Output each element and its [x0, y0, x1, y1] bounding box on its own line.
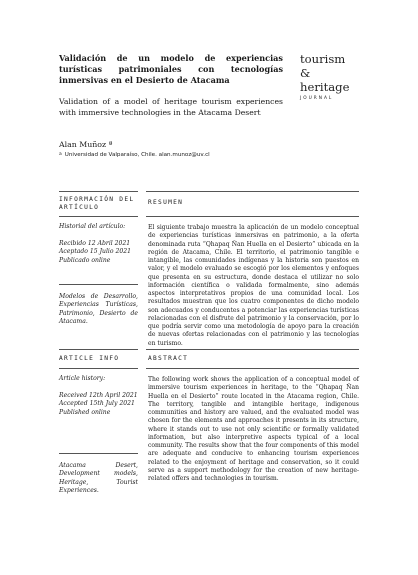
history-label-es: Historial del artículo:: [59, 223, 126, 230]
author-affiliation: [59, 151, 344, 159]
keywords-en-text: Atacama Desert, Development models, Heritage, Tourist Experiences.: [59, 462, 138, 494]
keywords-en: [59, 462, 138, 495]
published-es: Publicado online: [59, 256, 111, 264]
accepted-en: Accepted 15th July 2021: [59, 400, 135, 408]
abstract-heading-es: RESUMEN: [148, 199, 184, 206]
rule-keywords-es: [59, 284, 138, 285]
rule-info-en-mid: [59, 368, 138, 369]
rule-info-es-top: [59, 191, 138, 192]
rule-abstract-es-mid: [146, 216, 359, 217]
rule-abstract-en-mid: [146, 368, 359, 369]
abstract-heading-en: ABSTRACT: [148, 355, 189, 362]
author-name: Alan Muñoz ª: [59, 140, 113, 149]
title-english: Validation of a model of heritage tourism experiences with immersive technologies in the Atacama Desert: [59, 97, 283, 118]
abstract-es: El siguiente trabajo muestra la aplicación de un modelo conceptual de experiencias turísticas inmersivas en patrimonio, a la oferta denominada ruta “Qhapaq Ñan Huella en el Desierto” ubicada en la región de Atacama, Chile. El territorio, el patrimonio tangible e intangible, las comunidades indígenas y la historia son puestos en valor, y el modelo evaluado se escogió por los elementos y enfoques que presenta en su estructura, donde destaca el utilizar no solo información científica o validada formalmente, sino además aspectos interpretativos propios de una comunidad local. Los resultados muestran que los cuatro componentes de dicho modelo son adecuados y conducentes a potenciar las experiencias turísticas relacionadas con el disfrute del patrimonio y la conservación, por lo que podría servir como una metodología de apoyo para la creación de nuevas ofertas relacionadas con el patrimonio y las tecnologías en turismo.: [148, 224, 359, 347]
rule-info-en-top: [59, 349, 138, 350]
history-dates-en: [59, 392, 138, 417]
logo-word-heritage: heritage: [300, 80, 350, 94]
accepted-es: Aceptado 15 Julio 2021: [59, 248, 131, 256]
rule-keywords-en: [59, 453, 138, 454]
received-en: Received 12th April 2021: [59, 392, 138, 399]
logo-word-tourism: tourism: [300, 52, 346, 66]
rule-abstract-es-top: [146, 191, 359, 192]
rule-info-es-mid: [59, 216, 138, 217]
abstract-en: The following work shows the application of a conceptual model of immersive tourism experiences in heritage, to the “Qhapaq Ñan Huella en el Desierto” route located in the Atacama region, Chile. The territory, tangible and intangible heritage, indigenous communities and history are valued, and the evaluated model was chosen for the elements and approaches it presents in its structure, where it stands out to use not only scientific or formally validated information, but also interpretive aspects typical of a local community. The results show that the four components of this model are adequate and conducive to enhancing tourism experiences related to the enjoyment of heritage and conservation, so it could serve as a support methodology for the creation of new heritage-related offers and technologies in tourism.: [148, 376, 359, 482]
keywords-es: [59, 293, 138, 326]
history-dates-es: [59, 240, 138, 265]
published-en: Published online: [59, 408, 111, 416]
keywords-es-text: Modelos de Desarrollo, Experiencias Turísticas, Patrimonio, Desierto de Atacama.: [59, 293, 138, 325]
title-spanish: Validación de un modelo de experiencias turísticas patrimoniales con tecnologías inmersivas en el Desierto de Atacama: [59, 53, 283, 85]
history-label-en: Article history:: [59, 375, 106, 382]
info-heading-es: INFORMACIÓN DEL ARTÍCULO: [59, 196, 135, 211]
received-es: Recibido 12 Abril 2021: [59, 240, 131, 247]
journal-logo: [300, 52, 359, 122]
affiliation-mark: a: [59, 152, 62, 157]
rule-abstract-en-top: [146, 349, 359, 350]
info-heading-en: ARTICLE INFO: [59, 355, 120, 362]
logo-ampersand: &: [300, 66, 311, 80]
affiliation-text: Universidad de Valparaíso, Chile. alan.munoz@uv.cl: [64, 152, 210, 158]
logo-word-journal: JOURNAL: [300, 96, 334, 101]
